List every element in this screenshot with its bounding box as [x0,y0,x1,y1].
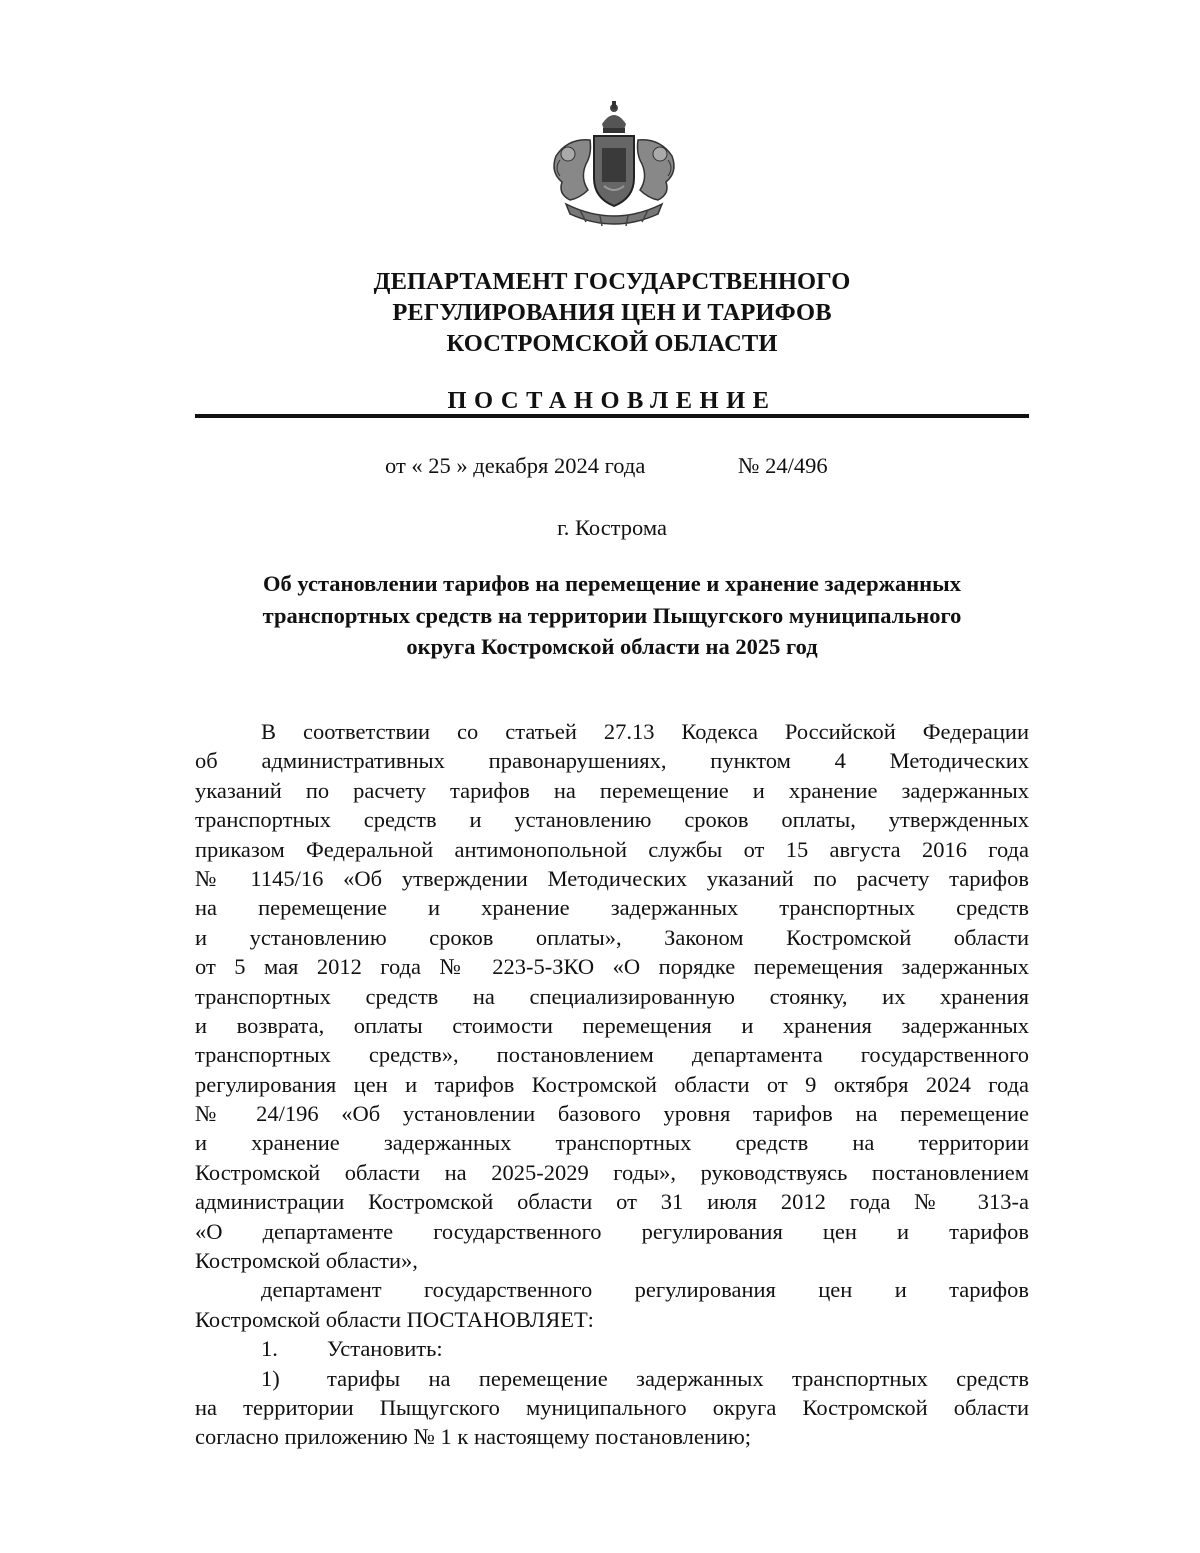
body-line: приказом Федеральной антимонопольной службы от 15 августа 2016 года [195,836,1029,862]
decree-paragraph [195,1275,1029,1334]
body-line: № 1145/16 «Об утверждении Методических указаний по расчету тарифов [195,865,1029,891]
department-name-line: ДЕПАРТАМЕНТ ГОСУДАРСТВЕННОГО [373,268,851,295]
body-line: и хранение задержанных транспортных средств на территории [195,1130,1029,1156]
body-line: транспортных средств на специализированную стоянку, их хранения [195,983,1029,1009]
coat-of-arms-emblem [540,98,688,230]
body-line: Костромской области», [195,1248,418,1274]
body-line: согласно приложению № 1 к настоящему постановлению; [195,1424,752,1450]
list-item-number: 1. [261,1336,278,1362]
body-line: на территории Пыщугского муниципального округа Костромской области [195,1394,1029,1420]
body-line: В соответствии со статьей 27.13 Кодекса Российской Федерации [261,719,1029,744]
body-line: «О департаменте государственного регулирования цен и тарифов [195,1218,1029,1244]
document-city: г. Кострома [557,515,667,540]
department-name-line: КОСТРОМСКОЙ ОБЛАСТИ [446,330,778,357]
body-line: транспортных средств», постановлением департамента государственного [195,1042,1029,1068]
document-number: № 24/496 [738,453,828,478]
sub-item-text: тарифы на перемещение задержанных транспортных средств [327,1365,1029,1391]
body-line: и установлению сроков оплаты», Законом Костромской области [195,924,1029,950]
sub-item-marker: 1) [261,1365,280,1391]
header-divider [195,414,1029,418]
department-name-line: РЕГУЛИРОВАНИЯ ЦЕН И ТАРИФОВ [392,299,832,326]
body-line: № 24/196 «Об установлении базового уровня тарифов на перемещение [195,1101,1029,1127]
body-line: транспортных средств и установлению сроков оплаты, утвержденных [195,807,1029,833]
list-item-text: Установить: [327,1336,443,1362]
body-line: от 5 мая 2012 года № 223-5-ЗКО «О порядке перемещения задержанных [195,954,1029,980]
body-line: указаний по расчету тарифов на перемещение и хранение задержанных [195,777,1029,803]
preamble-paragraph [195,717,1029,1275]
sub-item-1 [195,1364,1029,1452]
body-line: регулирования цен и тарифов Костромской области от 9 октября 2024 года [195,1071,1029,1097]
body-line: и возврата, оплаты стоимости перемещения и хранения задержанных [195,1012,1029,1038]
title-line: Об установлении тарифов на перемещение и хранение задержанных [263,571,961,596]
body-line: Костромской области на 2025-2029 годы», руководствуясь постановлением [195,1159,1029,1185]
body-line: администрации Костромской области от 31 июля 2012 года № 313-а [195,1189,1029,1215]
list-item-1 [195,1334,1029,1363]
department-name [195,266,1029,359]
title-line: транспортных средств на территории Пыщугского муниципального [262,602,962,628]
sub-item-first-line [195,1364,1029,1393]
document-title [195,568,1029,663]
document-body [195,717,1029,1452]
document-type-heading: ПОСТАНОВЛЕНИЕ [447,387,777,414]
document-date: от « 25 » декабря 2024 года [385,453,646,478]
body-line: Костромской области ПОСТАНОВЛЯЕТ: [195,1306,594,1332]
body-line: на перемещение и хранение задержанных транспортных средств [195,895,1029,921]
body-line: об административных правонарушениях, пунктом 4 Методических [195,748,1029,774]
title-line: округа Костромской области на 2025 год [406,634,818,659]
body-line: департамент государственного регулирования цен и тарифов [261,1277,1029,1303]
